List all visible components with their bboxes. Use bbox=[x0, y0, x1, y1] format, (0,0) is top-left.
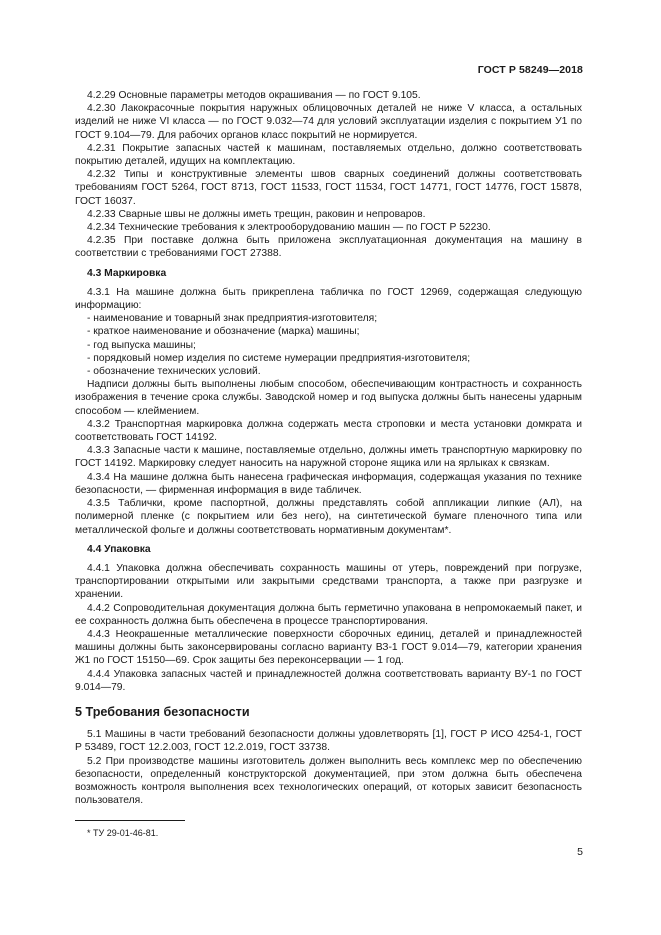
list-item: - год выпуска машины; bbox=[87, 339, 196, 351]
clause-5-1: 5.1 Машины в части требований безопасности должны удовлетворять [1], ГОСТ Р ИСО 4254-1, ГОСТ Р 53489, ГОСТ 12.2.003, ГОСТ 12.2.019, ГОСТ 33738. bbox=[75, 729, 582, 754]
list-item: - наименование и товарный знак предприятия-изготовителя; bbox=[87, 313, 378, 325]
clause-4-3-4: 4.3.4 На машине должна быть нанесена графическая информация, содержащая указания по технике безопасности, — фирменная информация в виде табличек. bbox=[75, 471, 582, 496]
clause-4-2-34: 4.2.34 Технические требования к электрооборудованию машин — по ГОСТ Р 52230. bbox=[87, 222, 491, 234]
clause-4-2-35: 4.2.35 При поставке должна быть приложена эксплуатационная документация на машину в соответствии с требованиями ГОСТ 27388. bbox=[75, 235, 582, 260]
footnote: * ТУ 29-01-46-81. bbox=[87, 828, 159, 839]
list-item: - порядковый номер изделия по системе нумерации предприятия-изготовителя; bbox=[87, 352, 471, 364]
list-item: - обозначение технических условий. bbox=[87, 366, 261, 378]
clause-5-2: 5.2 При производстве машины изготовитель должен выполнить весь комплекс мер по обеспечению безопасности, определенный конструкторской документацией, при этом должна быть обеспечена возможность контроля выполнения всех технологических операций, от которых зависит безопасность пользователя. bbox=[75, 755, 582, 807]
subsection-title-marking: 4.3 Маркировка bbox=[87, 267, 167, 279]
clause-4-4-2: 4.4.2 Сопроводительная документация должна быть герметично упакована в непромокаемый пакет, и ее сохранность должна быть обеспечена в процессе транспортирования. bbox=[75, 602, 582, 627]
clause-4-2-29: 4.2.29 Основные параметры методов окрашивания — по ГОСТ 9.105. bbox=[87, 90, 421, 101]
clause-4-2-30: 4.2.30 Лакокрасочные покрытия наружных облицовочных деталей не ниже V класса, а остальных изделий не ниже VI класса — по ГОСТ 9.032—74 для условий эксплуатации изделия с покрытием У1 по ГОСТ 9.104—79. Для рабочих органов класс покрытий не нормируется. bbox=[75, 103, 582, 141]
page-number: 5 bbox=[577, 846, 583, 858]
clause-4-3-1: 4.3.1 На машине должна быть прикреплена табличка по ГОСТ 12969, содержащая следующую информацию: bbox=[75, 286, 582, 312]
list-item: - краткое наименование и обозначение (марка) машины; bbox=[87, 326, 360, 338]
clause-4-4-3: 4.4.3 Неокрашенные металлические поверхности сборочных единиц, деталей и принадлежностей машины должны быть законсервированы согласно варианту ВЗ-1 ГОСТ 9.014—79, категории хранения Ж1 по ГОСТ 15150—69. Срок защиты без переконсервации — 1 год. bbox=[75, 628, 582, 667]
marking-inscriptions-paragraph: Надписи должны быть выполнены любым способом, обеспечивающим контрастность и сохранность изображения в течение срока службы. Заводской номер и год выпуска должны быть нанесены ударным способом — клеймением. bbox=[75, 379, 582, 417]
clause-4-4-4: 4.4.4 Упаковка запасных частей и принадлежностей должна соответствовать варианту ВУ-1 по ГОСТ 9.014—79. bbox=[75, 668, 582, 693]
clause-4-3-3: 4.3.3 Запасные части к машине, поставляемые отдельно, должны иметь транспортную маркировку по ГОСТ 14192. Маркировку следует наносить на наружной стороне ящика или на ярлыках к связкам. bbox=[75, 445, 582, 470]
footnote-divider bbox=[75, 820, 185, 821]
standard-header: ГОСТ Р 58249—2018 bbox=[477, 64, 583, 76]
clause-4-2-32: 4.2.32 Типы и конструктивные элементы швов сварных соединений должны соответствовать требованиям ГОСТ 5264, ГОСТ 8713, ГОСТ 11533, ГОСТ 11534, ГОСТ 14771, ГОСТ 14776, ГОСТ 15878, ГОСТ 16037. bbox=[75, 169, 582, 207]
clause-4-3-5: 4.3.5 Таблички, кроме паспортной, должны представлять собой аппликации липкие (АЛ), на полимерной пленке (с покрытием или без него), на синтетической бумаге пленочного типа или металлической фольге и должны соответствовать нормативным документам*. bbox=[75, 498, 582, 536]
clause-4-2-31: 4.2.31 Покрытие запасных частей к машинам, поставляемых отдельно, должно соответствовать покрытию деталей, идущих на комплектацию. bbox=[75, 142, 582, 168]
clause-4-4-1: 4.4.1 Упаковка должна обеспечивать сохранность машины от утерь, повреждений при погрузке, транспортировании открытыми или закрытыми средствами транспорта, а также при разгрузке и хранении. bbox=[75, 562, 582, 601]
clause-4-2-33: 4.2.33 Сварные швы не должны иметь трещин, раковин и непроваров. bbox=[87, 208, 426, 220]
subsection-title-packaging: 4.4 Упаковка bbox=[87, 543, 151, 555]
page-content bbox=[75, 89, 582, 839]
section-title-safety: 5 Требования безопасности bbox=[75, 704, 250, 719]
marking-info-list bbox=[75, 312, 582, 378]
clause-4-3-2: 4.3.2 Транспортная маркировка должна содержать места строповки и места установки домкрата и соответствовать ГОСТ 14192. bbox=[75, 418, 582, 444]
